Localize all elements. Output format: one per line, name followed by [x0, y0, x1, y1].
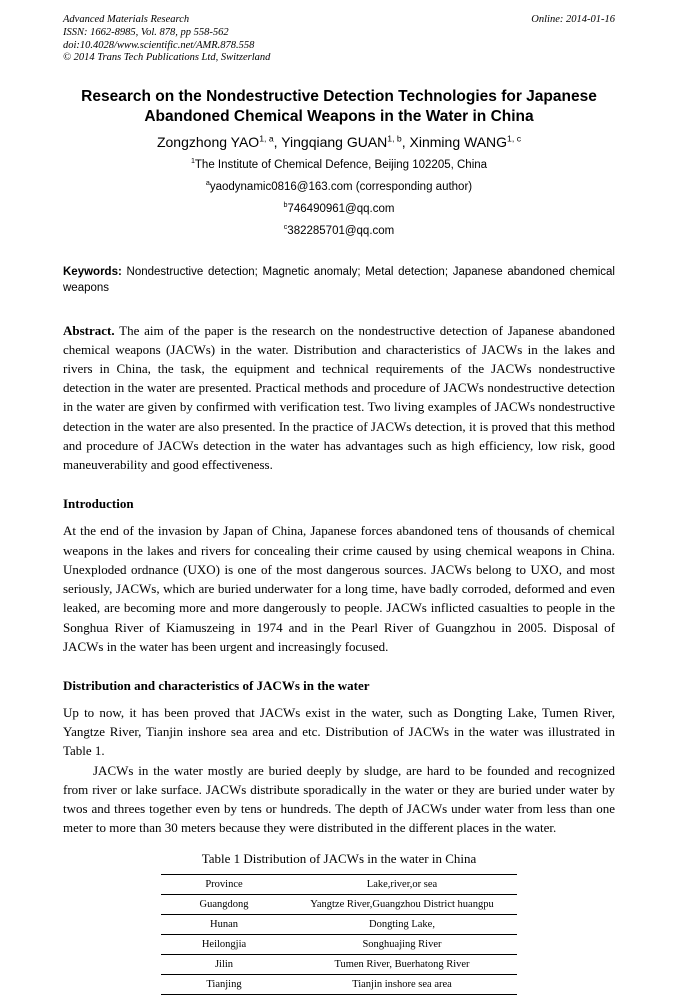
- table-cell-water: Songhuajing River: [287, 934, 517, 954]
- table-row: [161, 874, 517, 894]
- author-1-superscript: 1, a: [259, 133, 274, 144]
- table-cell-water: Dongting Lake,: [287, 914, 517, 934]
- keywords-line: [63, 265, 615, 296]
- authors-line: [63, 134, 615, 150]
- email-b-superscript: b: [283, 201, 288, 210]
- author-2-superscript: 1, b: [387, 133, 402, 144]
- table-cell-province: Jilin: [161, 954, 287, 974]
- table-cell-province: Hunan: [161, 914, 287, 934]
- abstract-text: The aim of the paper is the research on the nondestructive detection of Japanese abandoned chemical weapons (JACWs) in the water. Distribution and characteristics of JACWs in the lakes and rivers in China, the task, the equipment and technical requirements of the JACWs nondestructive detection in the water are presented. Practical methods and procedure of JACWs nondestructive detection in the water are given by confirmed with verification test. Two living examples of JACWs nondestructive detection in the water are also presented. In the practice of JACWs detection, it is proved that this method and procedure of JACWs detection in the water has advantages such as high efficiency, low risk, good maneuverability and good effectiveness.: [63, 322, 615, 473]
- table-cell-province: Guangdong: [161, 894, 287, 914]
- paper-title: [63, 87, 615, 127]
- author-3-superscript: 1, c: [507, 133, 522, 144]
- email-a-text: yaodynamic0816@163.com (corresponding author): [209, 181, 473, 194]
- email-c-text: 382285701@qq.com: [287, 225, 395, 238]
- journal-name: Advanced Materials Research: [63, 14, 190, 25]
- email-line-b: [63, 203, 615, 215]
- affiliation-text: The Institute of Chemical Defence, Beijing 102205, China: [194, 159, 488, 172]
- copyright-line: © 2014 Trans Tech Publications Ltd, Switzerland: [63, 52, 271, 64]
- section-heading-introduction: Introduction: [63, 496, 134, 512]
- table-row: [161, 914, 517, 934]
- journal-info-block: [63, 14, 270, 65]
- keywords-label: Keywords:: [63, 266, 122, 279]
- table-caption: Table 1 Distribution of JACWs in the water in China: [201, 850, 477, 866]
- author-separator: ,: [401, 134, 410, 151]
- email-c-superscript: c: [283, 223, 288, 232]
- abstract-paragraph: [63, 321, 615, 475]
- distribution-table: [161, 874, 517, 995]
- distribution-paragraph-1: Up to now, it has been proved that JACWs exist in the water, such as Dongting Lake, Tumen River, Yangtze River, Tianjin inshore sea area and etc. Distribution of JACWs in the water was illustrated in Table 1.: [63, 705, 615, 759]
- affiliation-superscript: 1: [190, 157, 195, 166]
- online-date: Online: 2014-01-16: [531, 14, 615, 25]
- table-cell-province: Heilongjia: [161, 934, 287, 954]
- affiliation-line: [63, 159, 615, 171]
- email-a-superscript: a: [205, 179, 210, 188]
- doi-line: doi:10.4028/www.scientific.net/AMR.878.558: [63, 39, 255, 51]
- abstract-label: Abstract.: [63, 322, 115, 338]
- email-line-c: [63, 225, 615, 237]
- email-line-a: [63, 181, 615, 193]
- author-3-name: Xinming WANG: [409, 134, 508, 151]
- section-heading-distribution: Distribution and characteristics of JACWs in the water: [63, 678, 370, 694]
- table-cell-water: Tumen River, Buerhatong River: [287, 954, 517, 974]
- table-row: [161, 934, 517, 954]
- table-cell-water: Tianjin inshore sea area: [287, 974, 517, 994]
- table-row: [161, 894, 517, 914]
- table-cell-water: Yangtze River,Guangzhou District huangpu: [287, 894, 517, 914]
- introduction-paragraph: At the end of the invasion by Japan of China, Japanese forces abandoned tens of thousands of chemical weapons in the lakes and rivers for concealing their crime caused by using chemical weapons in China. Unexploded ordnance (UXO) is one of the most dangerous sources. JACWs belong to UXO, and most seriously, JACWs, which are buried underwater for a long time, have badly corroded, deformed and even leaked, are becoming more and more dangerously to people. JACWs inflicted casualties to people in the Songhua River of Kiamuszeing in 1974 and in the Pearl River of Guangzhou in 2005. Disposal of JACWs in the water has been urgent and increasingly focused.: [63, 523, 615, 654]
- table-cell-province: Tianjing: [161, 974, 287, 994]
- author-separator: ,: [273, 134, 282, 151]
- issn-line: ISSN: 1662-8985, Vol. 878, pp 558-562: [63, 26, 229, 38]
- author-2-name: Yingqiang GUAN: [281, 134, 388, 151]
- distribution-paragraph-2: JACWs in the water mostly are buried deeply by sludge, are hard to be founded and recognized from river or lake surface. JACWs distribute sporadically in the water or they are buried under water by twos and threes together even by tens or hundreds. The depth of JACWs under water from less than one meter to more than 30 meters because they were distributed in the different places in the water.: [63, 762, 615, 836]
- table-row: [161, 974, 517, 994]
- page-header: [63, 14, 615, 65]
- author-1-name: Zongzhong YAO: [156, 134, 260, 151]
- paper-title-line1: Research on the Nondestructive Detection Technologies for Japanese: [81, 88, 597, 106]
- table-row: [161, 954, 517, 974]
- email-b-text: 746490961@qq.com: [287, 203, 395, 216]
- keywords-text: Nondestructive detection; Magnetic anomaly; Metal detection; Japanese abandoned chemical weapons: [63, 266, 615, 294]
- table-cell-province: Province: [161, 874, 287, 894]
- paper-title-line2: Abandoned Chemical Weapons in the Water in China: [144, 108, 534, 126]
- table-cell-water: Lake,river,or sea: [287, 874, 517, 894]
